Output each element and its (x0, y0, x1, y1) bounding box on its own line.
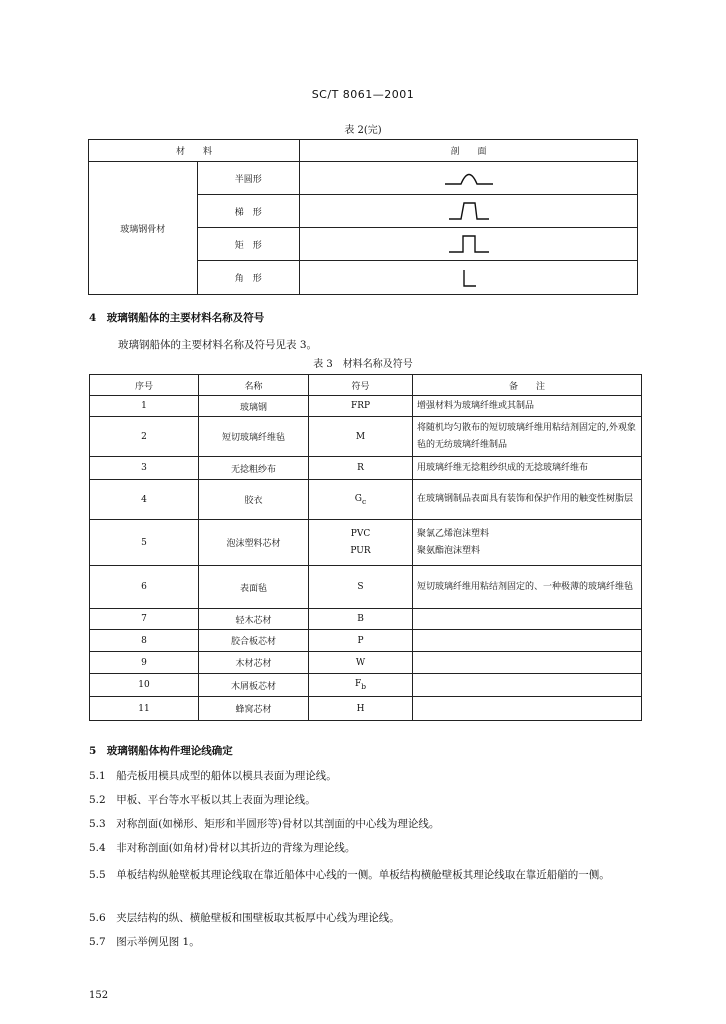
row-note (413, 697, 642, 721)
row-no: 9 (90, 652, 199, 674)
table3-caption: 表 3 材料名称及符号 (313, 359, 413, 370)
table-row (90, 396, 642, 417)
table2-shape-name: 梯 形 (197, 195, 299, 228)
row-note: 将随机均匀散布的短切玻璃纤维用粘结剂固定的,外观象毡的无纺玻璃纤维制品 (413, 417, 642, 457)
semicircle-profile-icon (300, 162, 638, 195)
row-symbol (309, 520, 413, 566)
page-number: 152 (89, 990, 109, 1001)
row-note (413, 630, 642, 652)
note-line-2: 聚氨酯泡沫塑料 (417, 545, 481, 556)
table3-header-name: 名称 (199, 375, 309, 396)
symbol-subscript: b (361, 681, 367, 691)
table2-shape-name: 角 形 (197, 261, 299, 295)
row-symbol: FRP (309, 396, 413, 417)
table-row (90, 630, 642, 652)
table2-header-section: 剖 面 (300, 140, 638, 162)
row-name: 泡沫塑料芯材 (199, 520, 309, 566)
table2-caption: 表 2(完) (344, 125, 382, 136)
row-no: 7 (90, 609, 199, 630)
row-note: 在玻璃钢制品表面具有装饰和保护作用的触变性树脂层 (413, 480, 642, 520)
row-note (413, 609, 642, 630)
section5-item-3: 5.3 对称剖面(如梯形、矩形和半圆形等)骨材以其剖面的中心线为理论线。 (89, 818, 440, 830)
row-symbol: H (309, 697, 413, 721)
table3-header-note: 备 注 (413, 375, 642, 396)
row-no: 3 (90, 457, 199, 480)
row-name: 木屑板芯材 (199, 674, 309, 697)
table-row (90, 520, 642, 566)
section5-item-4: 5.4 非对称剖面(如角材)骨材以其折边的背缘为理论线。 (89, 842, 356, 854)
symbol-line-1: PVC (350, 528, 371, 539)
row-no: 1 (90, 396, 199, 417)
row-symbol: B (309, 609, 413, 630)
table3 (89, 374, 642, 721)
row-note: 短切玻璃纤维用粘结剂固定的、一种极薄的玻璃纤维毡 (413, 566, 642, 609)
row-note (413, 674, 642, 697)
table2-shape-name: 半圆形 (197, 162, 299, 195)
table-row (90, 457, 642, 480)
row-note: 增强材料为玻璃纤维或其制品 (413, 396, 642, 417)
symbol-line-2: PUR (350, 545, 371, 556)
angle-profile-icon (300, 261, 638, 295)
row-name: 胶合板芯材 (199, 630, 309, 652)
row-note: 用玻璃纤维无捻粗纱织成的无捻玻璃纤维布 (413, 457, 642, 480)
row-symbol: M (309, 417, 413, 457)
table3-header-no: 序号 (90, 375, 199, 396)
row-name: 短切玻璃纤维毡 (199, 417, 309, 457)
table-row (90, 652, 642, 674)
symbol-main: G (354, 493, 362, 504)
row-no: 5 (90, 520, 199, 566)
row-name: 胶衣 (199, 480, 309, 520)
row-symbol (309, 674, 413, 697)
section5-item-2: 5.2 甲板、平台等水平板以其上表面为理论线。 (89, 794, 316, 806)
section5-heading: 5 玻璃钢船体构件理论线确定 (89, 745, 233, 757)
table2 (88, 139, 638, 295)
section5-item-7: 5.7 图示举例见图 1。 (89, 936, 200, 948)
table2-shape-name: 矩 形 (197, 228, 299, 261)
trapezoid-profile-icon (300, 195, 638, 228)
standard-code-header: SC/T 8061—2001 (311, 88, 415, 101)
row-name: 玻璃钢 (199, 396, 309, 417)
row-note (413, 520, 642, 566)
row-symbol: P (309, 630, 413, 652)
rectangle-profile-icon (300, 228, 638, 261)
row-symbol: S (309, 566, 413, 609)
row-no: 8 (90, 630, 199, 652)
row-no: 2 (90, 417, 199, 457)
row-note (413, 652, 642, 674)
section4-heading: 4 玻璃钢船体的主要材料名称及符号 (89, 312, 265, 324)
row-name: 蜂窝芯材 (199, 697, 309, 721)
table2-material-name: 玻璃钢骨材 (89, 162, 198, 295)
table-row (90, 480, 642, 520)
row-name: 无捻粗纱布 (199, 457, 309, 480)
row-no: 4 (90, 480, 199, 520)
table-row (90, 417, 642, 457)
table-row (90, 674, 642, 697)
row-no: 10 (90, 674, 199, 697)
row-symbol (309, 480, 413, 520)
table2-header-material: 材 料 (89, 140, 300, 162)
section4-intro: 玻璃钢船体的主要材料名称及符号见表 3。 (118, 339, 318, 351)
symbol-subscript: c (362, 496, 367, 506)
section5-item-5: 5.5 单板结构纵舱壁板其理论线取在靠近船体中心线的一侧。单板结构横舱壁板其理论线取在靠近船艏的一侧。 (89, 869, 610, 881)
table3-header-symbol: 符号 (309, 375, 413, 396)
section5-item-6: 5.6 夹层结构的纵、横舱壁板和围壁板取其板厚中心线为理论线。 (89, 912, 400, 924)
symbol-main: F (354, 679, 362, 690)
table-row (90, 697, 642, 721)
row-name: 表面毡 (199, 566, 309, 609)
table-row (90, 566, 642, 609)
table-row (90, 609, 642, 630)
row-symbol: W (309, 652, 413, 674)
section5-item-1: 5.1 船壳板用模具成型的船体以模具表面为理论线。 (89, 770, 337, 782)
row-name: 轻木芯材 (199, 609, 309, 630)
row-name: 木材芯材 (199, 652, 309, 674)
row-symbol: R (309, 457, 413, 480)
row-no: 6 (90, 566, 199, 609)
note-line-1: 聚氯乙烯泡沫塑料 (417, 528, 490, 539)
row-no: 11 (90, 697, 199, 721)
